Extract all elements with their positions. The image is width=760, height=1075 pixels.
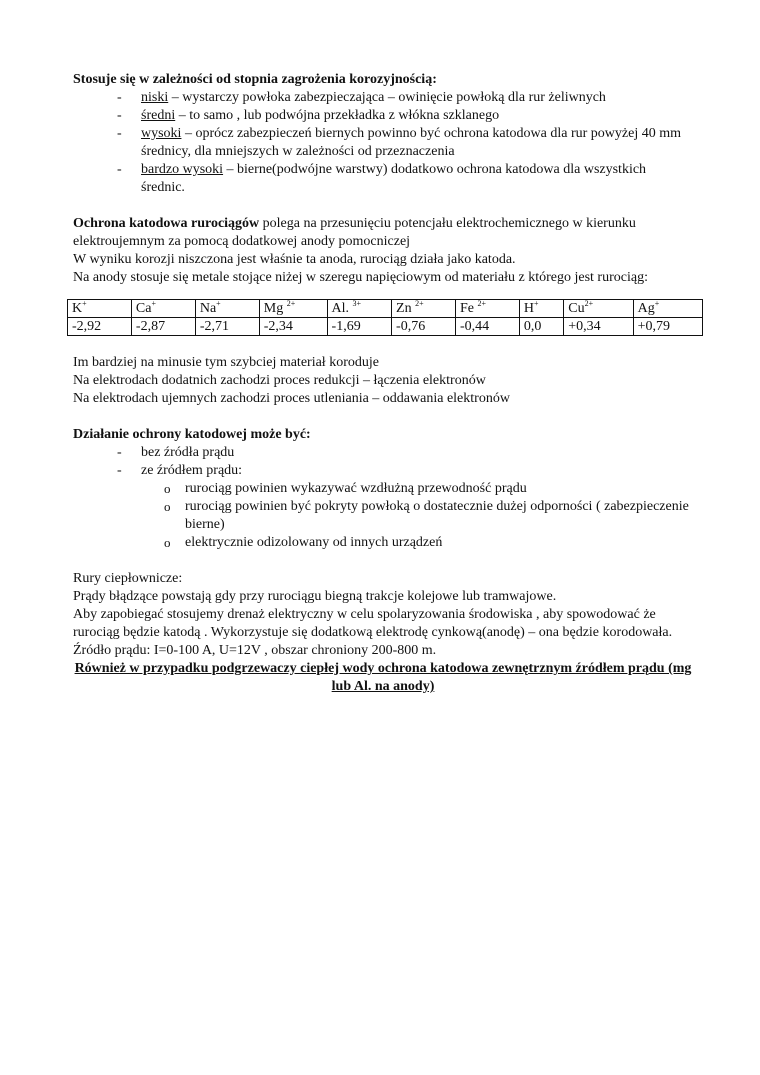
protection-types-heading: Działanie ochrony katodowej może być:: [73, 427, 311, 442]
list-item: - wysoki – oprócz zabezpieczeń biernych powinno być ochrona katodowa dla rur powyżej 40 mm średnicy, dla mniejszych w zależności od przeznaczenia: [73, 125, 693, 161]
list-item: - bez źródła prądu: [73, 444, 693, 462]
paragraph: Im bardziej na minusie tym szybciej materiał koroduje: [73, 355, 379, 370]
table-cell: H+: [519, 300, 563, 318]
table-cell: Fe $^{2+}$: [455, 300, 519, 318]
list-item: - ze źródłem prądu:: [73, 462, 693, 480]
paragraph: Ochrona katodowa rurociągów polega na przesunięciu potencjału elektrochemicznego w kierunku elektroujemnym za pomocą dodatkowej anody pomocniczej: [73, 216, 636, 249]
table-cell: -2,87: [131, 318, 195, 336]
table-cell: -2,92: [68, 318, 132, 336]
table-cell: $Cu^{2+}$: [564, 300, 633, 318]
list-item: - bardzo wysoki – bierne(podwójne warstwy) dodatkowo ochrona katodowa dla wszystkich średnic.: [73, 161, 693, 197]
list-item: - niski – wystarczy powłoka zabezpieczająca – owinięcie powłoką dla rur żeliwnych: [73, 89, 693, 107]
table-cell: Na+: [195, 300, 259, 318]
table-cell: -0,44: [455, 318, 519, 336]
paragraph: Rury ciepłownicze:: [73, 571, 183, 586]
corrosion-levels-heading: Stosuje się w zależności od stopnia zagrożenia korozyjnością:: [73, 72, 437, 87]
paragraph: Aby zapobiegać stosujemy drenaż elektryczny w celu spolaryzowania środowiska , aby spowodować że rurociąg będzie katodą . Wykorzystuje się dodatkową elektrodę cynkową(anodę) – ona będzie korodowała. Źródło prądu: I=0-100 A, U=12V , obszar chroniony 200-800 m.: [73, 607, 673, 658]
section-cathodic-protection: [73, 215, 693, 287]
table-cell: Al. $^{3+}$: [327, 300, 392, 318]
electrochemical-series-table: [67, 299, 703, 336]
section-heating-pipes: [73, 570, 693, 696]
current-source-sublist: [73, 480, 693, 552]
paragraph: Prądy błądzące powstają gdy przy rurociągu biegną trakcje kolejowe lub tramwajowe.: [73, 589, 557, 604]
paragraph: Na elektrodach dodatnich zachodzi proces redukcji – łączenia elektronów: [73, 373, 486, 388]
list-item: o rurociąg powinien wykazywać wzdłużną przewodność prądu: [73, 480, 693, 498]
section-corrosion-levels: [73, 71, 693, 197]
final-note: Również w przypadku podgrzewaczy ciepłej wody ochrona katodowa zewnętrznym źródłem prądu (mg lub Al. na anody): [74, 661, 692, 694]
table-row: [68, 300, 703, 318]
protection-types-list: [73, 444, 693, 480]
table-cell: K+: [68, 300, 132, 318]
list-item: - średni – to samo , lub podwójna przekładka z włókna szklanego: [73, 107, 693, 125]
table-cell: -2,34: [259, 318, 327, 336]
section-protection-types: [73, 426, 693, 552]
table-cell: 0,0: [519, 318, 563, 336]
paragraph: Na elektrodach ujemnych zachodzi proces utleniania – oddawania elektronów: [73, 391, 510, 406]
list-item: o rurociąg powinien być pokryty powłoką o dostatecznie dużej odporności ( zabezpieczenie bierne): [73, 498, 693, 534]
table-cell: -1,69: [327, 318, 392, 336]
table-cell: -2,71: [195, 318, 259, 336]
section-electrode-processes: [73, 354, 693, 408]
table-cell: Ag+: [633, 300, 702, 318]
paragraph: W wyniku korozji niszczona jest właśnie ta anoda, rurociąg działa jako katoda.: [73, 252, 516, 267]
table-cell: +0,34: [564, 318, 633, 336]
document-page: [73, 71, 693, 696]
corrosion-levels-list: [73, 89, 693, 197]
table-cell: -0,76: [392, 318, 456, 336]
table-row: [68, 318, 703, 336]
list-item: o elektrycznie odizolowany od innych urządzeń: [73, 534, 693, 552]
table-cell: +0,79: [633, 318, 702, 336]
table-cell: Zn $^{2+}$: [392, 300, 456, 318]
paragraph: Na anody stosuje się metale stojące niżej w szeregu napięciowym od materiału z którego jest rurociąg:: [73, 270, 648, 285]
table-cell: Ca+: [131, 300, 195, 318]
table-cell: Mg $^{2+}$: [259, 300, 327, 318]
